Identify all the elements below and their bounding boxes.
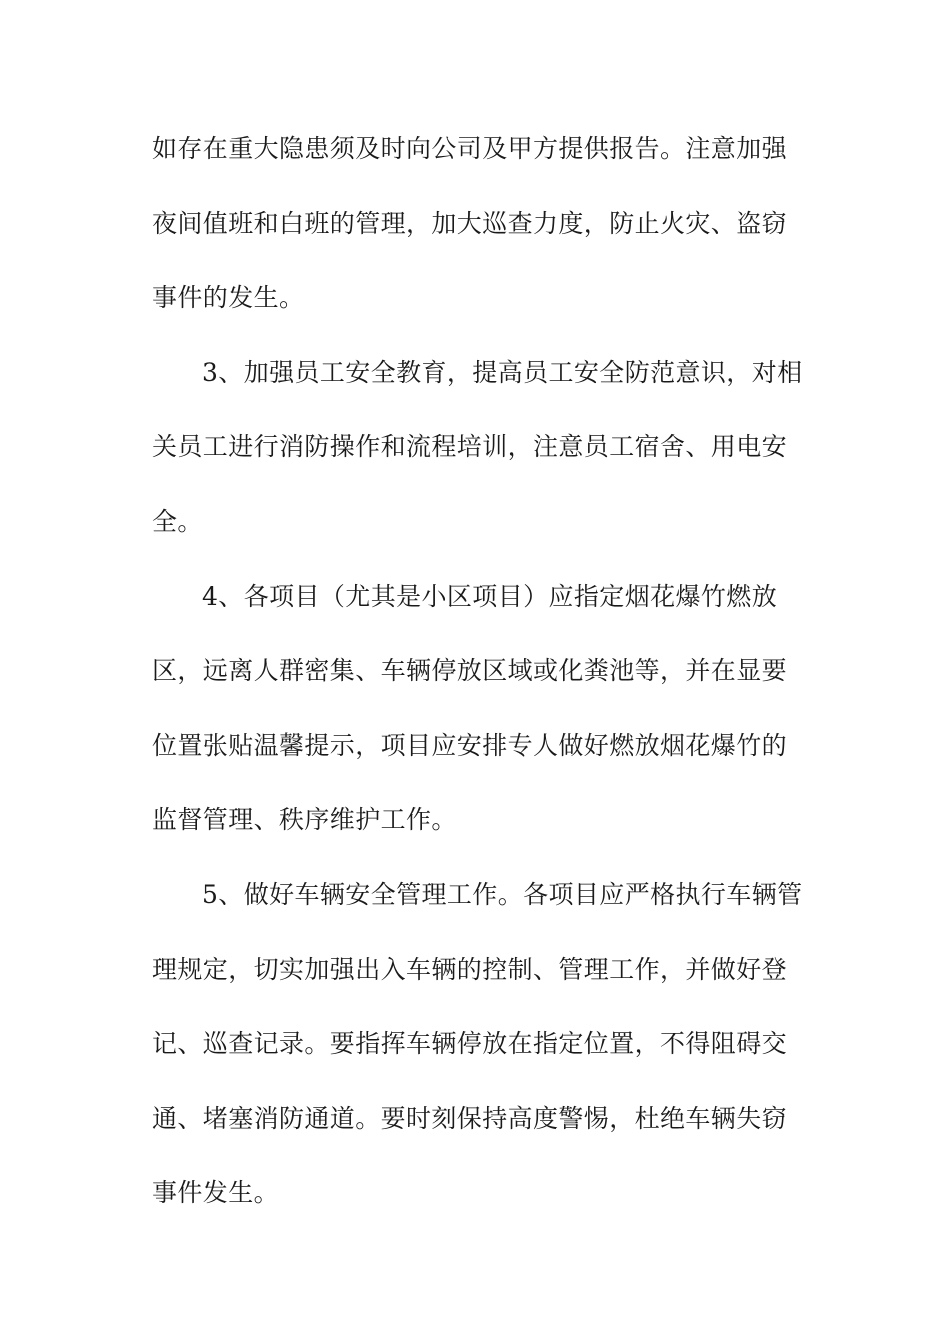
text-line: 事件的发生。	[152, 283, 305, 313]
paragraph-item-4	[152, 560, 804, 858]
text-line: 如存在重大隐患须及时向公司及甲方提供报告。注意加强	[152, 134, 788, 163]
text-line: 事件发生。	[152, 1178, 280, 1208]
paragraph-continuation	[152, 112, 804, 336]
text-line: 区，远离人群密集、车辆停放区域或化粪池等，并在显要	[152, 656, 788, 686]
text-line: 记、巡查记录。要指挥车辆停放在指定位置，不得阻碍交	[152, 1029, 788, 1059]
text-line: 全。	[152, 506, 203, 536]
text-line: 5、做好车辆安全管理工作。各项目应严格执行车辆管	[202, 879, 803, 909]
text-line: 4、各项目（尤其是小区项目）应指定烟花爆竹燃放	[202, 581, 778, 611]
paragraph-item-3	[152, 336, 804, 560]
text-line: 关员工进行消防操作和流程培训，注意员工宿舍、用电安	[152, 432, 788, 462]
text-line: 夜间值班和白班的管理，加大巡查力度，防止火灾、盗窃	[152, 208, 788, 238]
text-line: 位置张贴温馨提示，项目应安排专人做好燃放烟花爆竹的	[152, 730, 788, 760]
text-line: 理规定，切实加强出入车辆的控制、管理工作，并做好登	[152, 954, 788, 984]
document-body	[152, 112, 804, 1231]
text-line: 3、加强员工安全教育，提高员工安全防范意识，对相	[202, 357, 803, 387]
text-line: 通、堵塞消防通道。要时刻保持高度警惕，杜绝车辆失窃	[152, 1103, 788, 1133]
text-line: 监督管理、秩序维护工作。	[152, 805, 457, 835]
paragraph-item-5	[152, 858, 804, 1231]
